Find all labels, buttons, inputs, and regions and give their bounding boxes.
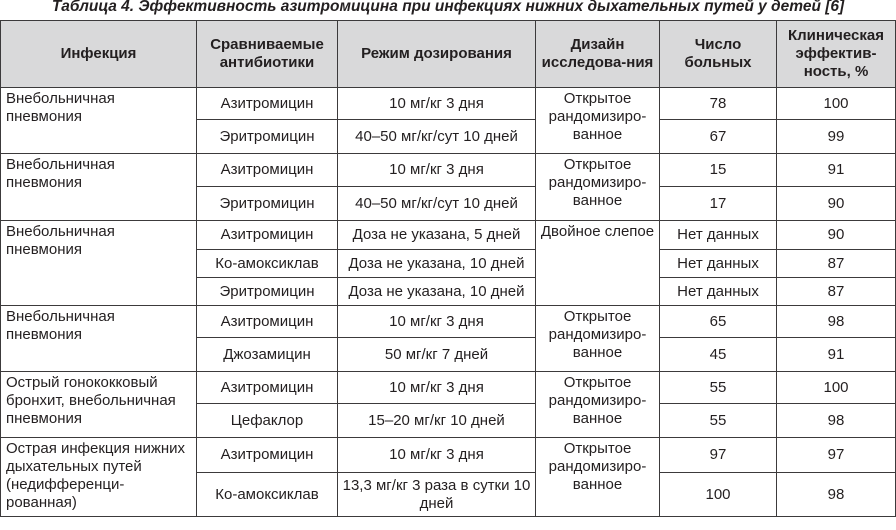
cell-patients: 55 [660, 372, 777, 404]
cell-dosing: 15–20 мг/кг 10 дней [338, 404, 536, 438]
cell-antibiotic: Джозамицин [197, 338, 338, 372]
cell-design: Открытое рандомизиро-ванное [536, 372, 660, 438]
cell-design: Открытое рандомизиро-ванное [536, 438, 660, 517]
cell-patients: 55 [660, 404, 777, 438]
cell-efficacy: 98 [777, 306, 896, 338]
cell-infection: Внебольничная пневмония [1, 221, 197, 306]
cell-efficacy: 100 [777, 372, 896, 404]
cell-antibiotic: Азитромицин [197, 154, 338, 187]
cell-patients: 15 [660, 154, 777, 187]
cell-antibiotic: Азитромицин [197, 221, 338, 250]
cell-antibiotic: Азитромицин [197, 88, 338, 120]
cell-antibiotic: Ко-амоксиклав [197, 250, 338, 278]
cell-dosing: 10 мг/кг 3 дня [338, 372, 536, 404]
table-row [1, 221, 896, 250]
cell-patients: 78 [660, 88, 777, 120]
cell-dosing: Доза не указана, 5 дней [338, 221, 536, 250]
cell-efficacy: 87 [777, 250, 896, 278]
table-row [1, 154, 896, 187]
cell-dosing: 50 мг/кг 7 дней [338, 338, 536, 372]
cell-efficacy: 91 [777, 338, 896, 372]
cell-infection: Внебольничная пневмония [1, 154, 197, 221]
cell-antibiotic: Азитромицин [197, 306, 338, 338]
cell-antibiotic: Эритромицин [197, 187, 338, 221]
cell-patients: 45 [660, 338, 777, 372]
header-dosing: Режим дозирования [338, 21, 536, 88]
table-row [1, 438, 896, 473]
cell-infection: Внебольничная пневмония [1, 88, 197, 154]
cell-efficacy: 98 [777, 404, 896, 438]
table-row [1, 372, 896, 404]
cell-antibiotic: Азитромицин [197, 438, 338, 473]
cell-dosing: 10 мг/кг 3 дня [338, 306, 536, 338]
cell-antibiotic: Азитромицин [197, 372, 338, 404]
efficacy-table [0, 20, 896, 517]
header-antibiotics: Сравниваемые антибиотики [197, 21, 338, 88]
cell-patients: 97 [660, 438, 777, 473]
cell-antibiotic: Ко-амоксиклав [197, 473, 338, 517]
cell-efficacy: 87 [777, 278, 896, 306]
cell-antibiotic: Эритромицин [197, 278, 338, 306]
table-caption: Таблица 4. Эффективность азитромицина при инфекциях нижних дыхательных путей у детей [6] [51, 0, 845, 15]
cell-patients: 100 [660, 473, 777, 517]
cell-antibiotic: Цефаклор [197, 404, 338, 438]
header-row [1, 21, 896, 88]
cell-patients: 65 [660, 306, 777, 338]
cell-efficacy: 100 [777, 88, 896, 120]
cell-dosing: 40–50 мг/кг/сут 10 дней [338, 120, 536, 154]
cell-design: Двойное слепое [536, 221, 660, 306]
cell-efficacy: 90 [777, 221, 896, 250]
cell-dosing: 10 мг/кг 3 дня [338, 154, 536, 187]
cell-dosing: 10 мг/кг 3 дня [338, 438, 536, 473]
cell-efficacy: 97 [777, 438, 896, 473]
cell-dosing: Доза не указана, 10 дней [338, 250, 536, 278]
cell-patients: 67 [660, 120, 777, 154]
cell-design: Открытое рандомизиро-ванное [536, 154, 660, 221]
cell-design: Открытое рандомизиро-ванное [536, 306, 660, 372]
cell-patients: Нет данных [660, 221, 777, 250]
table-row [1, 306, 896, 338]
table-body [1, 88, 896, 517]
table-row [1, 88, 896, 120]
header-patients: Число больных [660, 21, 777, 88]
cell-infection: Острый гонококковый бронхит, внебольничная пневмония [1, 372, 197, 438]
cell-design: Открытое рандомизиро-ванное [536, 88, 660, 154]
cell-patients: 17 [660, 187, 777, 221]
cell-antibiotic: Эритромицин [197, 120, 338, 154]
cell-patients: Нет данных [660, 278, 777, 306]
cell-efficacy: 90 [777, 187, 896, 221]
cell-dosing: 10 мг/кг 3 дня [338, 88, 536, 120]
cell-infection: Внебольничная пневмония [1, 306, 197, 372]
header-design: Дизайн исследова-ния [536, 21, 660, 88]
cell-efficacy: 91 [777, 154, 896, 187]
cell-infection: Острая инфекция нижних дыхательных путей (недифференци-рованная) [1, 438, 197, 517]
cell-efficacy: 98 [777, 473, 896, 517]
cell-efficacy: 99 [777, 120, 896, 154]
cell-dosing: 13,3 мг/кг 3 раза в сутки 10 дней [338, 473, 536, 517]
header-efficacy: Клиническая эффектив-ность, % [777, 21, 896, 88]
cell-dosing: Доза не указана, 10 дней [338, 278, 536, 306]
header-infection: Инфекция [1, 21, 197, 88]
cell-patients: Нет данных [660, 250, 777, 278]
cell-dosing: 40–50 мг/кг/сут 10 дней [338, 187, 536, 221]
